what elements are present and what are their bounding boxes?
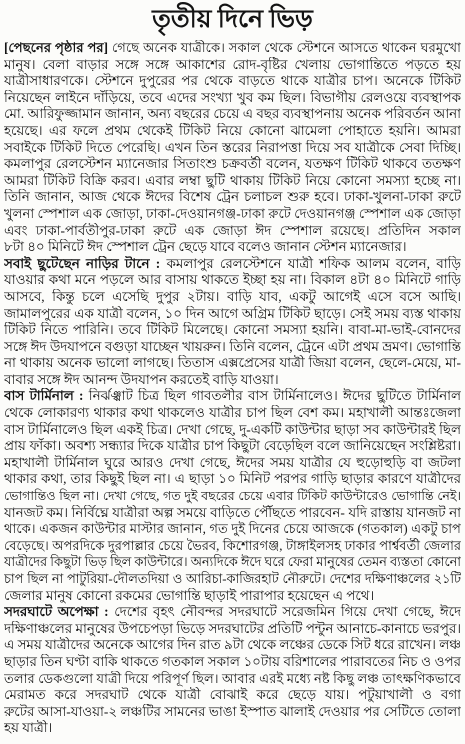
article-line [4, 223, 461, 240]
line-text: নির্ঝঞ্ঝাট চিত্র ছিল গাবতলীর বাস টার্মিনালেও। ঈদের ছুটিতে টার্মিনাল [88, 388, 461, 404]
paragraph-lead: সদরঘাটে অপেক্ষা : [4, 604, 109, 620]
line-text: মহাখালী টার্মিনাল ঘুরে আরও দেখা গেছে, ঈদের সময় যাত্রীর যে হুড়োহুড়ি বা জটলা [4, 454, 461, 470]
article-line [4, 40, 461, 57]
article-line [4, 355, 461, 372]
article-line [4, 471, 461, 488]
line-text: মানুষ। বেলা বাড়ার সঙ্গে সঙ্গে আকাশের রোদ-বৃষ্টির খেলায় ভোগান্তিতে পড়তে হয় [4, 56, 461, 72]
line-text: তলার ডেকগুলো যাত্রী দিয়ে পরিপূর্ণ ছিল। আবার এরই মধ্যে নষ্ট কিছু লঞ্চ তাৎক্ষণিকভাবে [4, 670, 461, 686]
line-text: দেশের বৃহৎ নৌবন্দর সদরঘাটে সরেজমিন গিয়ে দেখা গেছে, ঈদে [114, 604, 461, 620]
article-line [4, 720, 461, 737]
article-line [4, 140, 461, 157]
article-line [4, 671, 461, 688]
article-line [4, 239, 461, 256]
line-text: মেরামত করে সদরঘাট থেকে যাত্রী বোঝাই করে ছেড়ে যায়। পটুয়াখালী ও বগা [4, 687, 461, 703]
article-line [4, 90, 461, 107]
article-line [4, 422, 461, 439]
article-line [4, 106, 461, 123]
line-text: কমলাপুর রেলস্টেশনে যাত্রী শফিক আলম বলেন, বাড়ি [166, 255, 461, 271]
article-line [4, 654, 461, 671]
article-line [4, 272, 461, 289]
article-line [4, 505, 461, 522]
line-text: রুটের আসা-যাওয়া-২ লঞ্চটির সামনের ভাঙা ইস্পাত ঝালাই দেওয়ার পর সেটিতে তোলা [4, 703, 461, 719]
line-text: থেকে লোকারণ্য থাকার কথা থাকলেও যাত্রীর চাপ ছিল বেশ কম। মহাখালী আন্তঃজেলা [4, 405, 461, 421]
article-line [4, 339, 461, 356]
line-text: খুলনা স্পেশাল এক জোড়া, ঢাকা-দেওয়ানগঞ্জ-ঢাকা রুটে দেওয়ানগঞ্জ স্পেশাল এক জোড়া [4, 205, 461, 221]
line-text: জামালপুরের এক যাত্রী বলেন, ১০ দিন আগে অগ্রিম টিকিট ছাড়ে। সেই সময় ব্যস্ত থাকায় [4, 305, 461, 321]
article-line [4, 189, 461, 206]
article-line [4, 123, 461, 140]
line-text: ছাড়ার তিন ঘণ্টা বাকি থাকতে গতকাল সকাল ১০টায় বরিশালের পারাবতের নিচ ও ওপর [4, 653, 461, 669]
line-text: চাপ ছিল না পাটুরিয়া-দৌলতদিয়া ও আরিচা-কাজিরহাট নৌরুটে। দেশের দক্ষিণাঞ্চলের ২১টি [4, 572, 461, 586]
article-line [4, 621, 461, 638]
line-text: কমলাপুর রেলস্টেশন ম্যানেজার সিতাংশু চক্রবর্তী বলেন, যতক্ষণ টিকিট থাকবে ততক্ষণ [4, 156, 461, 172]
line-text: না থাকায় অনেক ভালো লাগছে। তিতাস এক্সপ্রেসের যাত্রী জিয়া বলেন, ছেলে-মেয়ে, মা- [4, 355, 461, 371]
article-line [4, 256, 461, 273]
article-body [4, 40, 461, 744]
line-text: হয়েছে। এর ফলে প্রথম থেকেই টিকিট নিয়ে কোনো ঝামেলা পোহাতে হয়নি। আমরা [4, 122, 461, 138]
line-text: এ সময় যাত্রীদের অনেকে আগের দিন রাত ৯টা থেকে লঞ্চের ডেকে সিট ধরে রাখেন। লঞ্চ [4, 637, 461, 653]
line-text: আমরা টিকিট বিক্রি করব। এবার লম্বা ছুটি থাকায় টিকিট নিয়ে কোনো সমস্যা হচ্ছে না। [4, 172, 461, 188]
line-text: তিনি জানান, আজ থেকে ঈদের বিশেষ ট্রেন চলাচল শুরু হবে। ঢাকা-খুলনা-ঢাকা রুটে [4, 189, 461, 205]
article-paragraph [4, 388, 461, 604]
line-text: যানজট কম। নির্বিঘ্নে যাত্রীরা অল্প সময়ে বাড়িতে পৌঁছতে পারবেন- যদি রাস্তায় যানজট না [4, 504, 461, 520]
article-line [4, 372, 461, 389]
line-text: বাবার সঙ্গে ঈদ আনন্দ উদযাপন করতেই বাড়ি যাওয়া। [4, 371, 279, 387]
line-text: হয় যাত্রী। [4, 720, 53, 736]
line-text: যাওয়ার কথা মনে পড়লে আর বাসায় থাকতে ইচ্ছা হয় না। বিকাল ৪টা ৪০ মিনিটে গাড়ি [4, 272, 461, 288]
paragraph-lead: সবাই ছুটেছেন নাড়ির টানে : [4, 255, 161, 271]
line-text: নিয়েছেন লাইনে দাঁড়িয়ে, তবে এদের সংখ্যা খুব কম ছিল। বিভাগীয় রেলওয়ে ব্যবস্থাপক [4, 89, 461, 105]
article-line [4, 322, 461, 339]
paragraph-lead: [পেছনের পৃষ্ঠার পর] [4, 40, 109, 55]
line-text: এবং ঢাকা-পার্বতীপুর-ঢাকা রুটে এক জোড়া ঈদ স্পেশাল রয়েছে। প্রতিদিন সকাল [4, 222, 461, 238]
line-text: টিকিট নিতে পারিনি। তবে টিকিট মিলেছে। কোনো সমস্যা হয়নি। বাবা-মা-ভাই-বোনদের [4, 322, 461, 338]
line-text: যাত্রীদের কিছুটা ভিড় ছিল কাউন্টারে। অন্যদিকে ঈদে ঘরে ফেরা মানুষের তেমন ব্যস্ততা কোনো [4, 555, 461, 570]
line-text: সবাইকে টিকিট দিতে পেরেছি। এখন তিন স্তরের নিরাপত্তা দিয়ে সব যাত্রীকে সেবা দিচ্ছি। [4, 139, 461, 155]
article-line [4, 57, 461, 74]
article-line [4, 289, 461, 306]
article-line [4, 521, 461, 538]
article-line [4, 73, 461, 90]
article-line [4, 306, 461, 323]
article-line [4, 588, 461, 605]
article-line [4, 488, 461, 505]
line-text: ৮টা ৪০ মিনিটে ঈদ স্পেশাল ট্রেন ছেড়ে যাবে বলেও জানান স্টেশন ম্যানেজার। [4, 239, 407, 255]
article-line [4, 156, 461, 173]
article-line [4, 388, 461, 405]
line-text: বাস টার্মিনালেও ছিল একই চিত্র। দেখা গেছে, দু-একটি কাউন্টার ছাড়া সব কাউন্টারই ছিল [4, 421, 461, 437]
line-text: আসবে, কিন্তু চলে এসেছি দুপুর ২টায়। বাড়ি যাব, একটু আগেই এসে বসে আছি। [4, 288, 461, 304]
article-line [4, 704, 461, 721]
line-text: মো. আরিফুজ্জামান জানান, অন্য বছরের চেয়ে এ বছর ব্যবস্থাপনায় অনেক পরিবর্তন আনা [4, 106, 461, 122]
headline: তৃতীয় দিনে ভিড় [152, 6, 313, 33]
article-line [4, 571, 461, 588]
article-line [4, 554, 461, 571]
line-text: ভোগান্তিও ছিল না। দেখা গেছে, গত দুই বছরের চেয়ে এবার টিকিট কাউন্টারেও ভোগান্তি নেই। [4, 489, 461, 504]
article-line [4, 604, 461, 621]
line-text: দক্ষিণাঞ্চলের মানুষের উপচেপড়া ভিড়ে সদরঘাটের প্রতিটি পন্টুন আনাচে-কানাচে ভরপুর। [4, 620, 461, 636]
line-text: সঙ্গে ঈদ উদযাপনে বগুড়া যাচ্ছেন খায়রুন। তিনি বলেন, ট্রেনে এটা প্রথম ভ্রমণ। ভোগান্তি [4, 338, 461, 354]
line-text: যাত্রীসাধারণকে। স্টেশনে দুপুরের পর থেকে বাড়তে থাকে যাত্রীর চাপ। অনেকে টিকিট [4, 73, 461, 89]
article-line [4, 438, 461, 455]
line-text: প্রায় ফাঁকা। অবশ্য সন্ধ্যার দিকে যাত্রীর চাপ কিছুটা বেড়েছিল বলে জানিয়েছেন সংশ্লিষ্টরা। [4, 438, 461, 454]
line-text: থাকে। একজন কাউন্টার মাস্টার জানান, গত দুই দিনের চেয়ে আজকে (গতকাল) একটু চাপ [4, 521, 461, 537]
article-paragraph [4, 256, 461, 389]
article-line [4, 455, 461, 472]
article-line [4, 206, 461, 223]
article-paragraph [4, 40, 461, 256]
article-line [4, 405, 461, 422]
line-text: থাকার কথা, তার কিছুই ছিল না। এ ছাড়া ১০ মিনিট পরপর গাড়ি ছাড়ার কারণে যাত্রীদের [4, 471, 461, 487]
article-line [4, 538, 461, 555]
line-text: বেড়েছে। অপরদিকে দুরপাল্লার চেয়ে ভৈরব, কিশোরগঞ্জ, টাঙ্গাইলসহ ঢাকার পার্শ্ববর্তী জেলার [4, 537, 461, 553]
article-line [4, 173, 461, 190]
article-line [4, 637, 461, 654]
line-text: গেছে অনেক যাত্রীকে। সকাল থেকে স্টেশনে আসতে থাকেন ঘরমুখো [111, 40, 461, 55]
article-paragraph [4, 604, 461, 737]
line-text: জেলার মানুষ কোনো রকমের ভোগান্তি ছাড়াই পারাপার হয়েছেন এ পথে। [4, 587, 375, 603]
paragraph-lead: বাস টার্মিনাল : [4, 388, 84, 404]
article-line [4, 687, 461, 704]
